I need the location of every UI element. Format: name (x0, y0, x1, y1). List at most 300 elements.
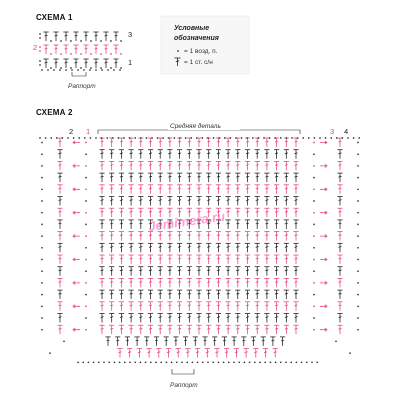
double-crochet-stitch (216, 185, 221, 194)
chain-stitch (124, 361, 126, 363)
double-crochet-stitch (280, 337, 285, 346)
chain-stitch (41, 153, 43, 155)
double-crochet-stitch (284, 314, 289, 323)
double-crochet-stitch (148, 161, 153, 170)
chain-stitch (93, 361, 95, 363)
row-direction-arrow (73, 281, 80, 284)
chain-stitch (275, 361, 277, 363)
chain-stitch (60, 67, 62, 69)
edge-stitch (337, 243, 342, 252)
double-crochet-stitch (148, 325, 153, 334)
double-crochet-stitch (187, 290, 192, 299)
chain-stitch (269, 137, 271, 139)
double-crochet-stitch (129, 255, 134, 264)
chain-stitch (207, 361, 209, 363)
double-crochet-stitch (196, 185, 201, 194)
double-crochet-stitch (99, 173, 104, 182)
chain-stitch (134, 361, 136, 363)
double-crochet-stitch (235, 208, 240, 217)
edge-stitch (337, 208, 342, 217)
double-crochet-stitch (255, 161, 260, 170)
double-crochet-stitch (158, 267, 163, 276)
double-crochet-stitch (284, 208, 289, 217)
chain-stitch (179, 137, 181, 139)
double-crochet-stitch (156, 349, 161, 358)
double-crochet-stitch (255, 243, 260, 252)
chain-stitch (113, 69, 115, 71)
double-crochet-stitch (193, 337, 198, 346)
chain-stitch (212, 361, 214, 363)
row-direction-arrow (320, 258, 327, 261)
double-crochet-stitch (177, 173, 182, 182)
double-crochet-stitch (206, 138, 211, 147)
double-crochet-stitch (235, 150, 240, 159)
double-crochet-stitch (138, 220, 143, 229)
double-crochet-stitch (284, 185, 289, 194)
double-crochet-stitch (264, 325, 269, 334)
double-crochet-stitch (284, 173, 289, 182)
double-crochet-stitch (158, 173, 163, 182)
scheme-2-row-label-3: 3 (330, 127, 335, 136)
double-crochet-stitch (245, 220, 250, 229)
chain-stitch (176, 361, 178, 363)
chain-stitch (85, 235, 87, 237)
double-crochet-stitch (129, 278, 134, 287)
chain-stitch (162, 137, 164, 139)
edge-stitch (337, 150, 342, 159)
double-crochet-stitch (138, 208, 143, 217)
double-crochet-stitch (138, 302, 143, 311)
chain-stitch (357, 153, 359, 155)
chain-stitch (254, 361, 256, 363)
double-crochet-stitch (235, 173, 240, 182)
double-crochet-stitch (187, 173, 192, 182)
double-crochet-stitch (167, 150, 172, 159)
chain-stitch (85, 224, 87, 226)
chain-stitch (313, 177, 315, 179)
double-crochet-stitch (176, 349, 181, 358)
chain-stitch (98, 361, 100, 363)
double-crochet-stitch (167, 232, 172, 241)
double-crochet-stitch (216, 161, 221, 170)
double-crochet-stitch (158, 185, 163, 194)
edge-stitch (57, 267, 62, 276)
double-crochet-stitch (99, 138, 104, 147)
double-crochet-stitch (206, 243, 211, 252)
double-crochet-stitch (135, 337, 140, 346)
chain-stitch (202, 361, 204, 363)
double-crochet-stitch (119, 173, 124, 182)
chain-stitch (50, 67, 52, 69)
chain-stitch (41, 270, 43, 272)
double-crochet-stitch (187, 197, 192, 206)
chain-stitch (301, 361, 303, 363)
double-crochet-stitch (226, 150, 231, 159)
double-crochet-stitch (206, 290, 211, 299)
double-crochet-stitch (274, 314, 279, 323)
double-crochet-stitch (119, 325, 124, 334)
double-crochet-stitch (235, 255, 240, 264)
double-crochet-stitch (177, 185, 182, 194)
double-crochet-stitch (148, 290, 153, 299)
double-crochet-stitch (138, 314, 143, 323)
chain-stitch (41, 317, 43, 319)
double-crochet-stitch (274, 325, 279, 334)
double-crochet-stitch (284, 138, 289, 147)
chain-stitch (357, 270, 359, 272)
double-crochet-stitch (144, 337, 149, 346)
double-crochet-stitch (119, 302, 124, 311)
double-crochet-stitch (109, 255, 114, 264)
double-crochet-stitch (284, 243, 289, 252)
chain-stitch (59, 69, 61, 71)
double-crochet-stitch (255, 302, 260, 311)
double-crochet-stitch (196, 314, 201, 323)
double-crochet-stitch (255, 232, 260, 241)
double-crochet-stitch (148, 150, 153, 159)
double-crochet-stitch (109, 197, 114, 206)
edge-stitch (57, 173, 62, 182)
chain-stitch (296, 361, 298, 363)
chain-stitch (50, 53, 52, 55)
edge-stitch (337, 173, 342, 182)
chain-stitch (90, 40, 92, 42)
chain-stitch (62, 137, 64, 139)
double-crochet-stitch (284, 255, 289, 264)
chain-stitch (263, 137, 265, 139)
chain-stitch (353, 137, 355, 139)
scheme-1-grid (39, 32, 122, 71)
edge-stitch (57, 208, 62, 217)
chain-stitch (39, 137, 41, 139)
chain-stitch (151, 137, 153, 139)
double-crochet-stitch (167, 302, 172, 311)
double-crochet-stitch (137, 349, 142, 358)
chain-stitch (302, 137, 304, 139)
chain-stitch (150, 361, 152, 363)
chain-stitch (308, 137, 310, 139)
double-crochet-stitch (119, 232, 124, 241)
chain-stitch (166, 361, 168, 363)
chain-stitch (313, 188, 315, 190)
double-crochet-stitch (177, 197, 182, 206)
chain-stitch (41, 188, 43, 190)
chain-stitch (192, 361, 194, 363)
double-crochet-stitch (226, 290, 231, 299)
double-crochet-stitch (264, 267, 269, 276)
chain-stitch (84, 137, 86, 139)
double-crochet-stitch (99, 197, 104, 206)
double-crochet-stitch (167, 290, 172, 299)
double-crochet-stitch (63, 32, 68, 41)
double-crochet-stitch (274, 150, 279, 159)
legend-dc-label: = 1 ст. с/н (184, 59, 213, 66)
double-crochet-stitch (109, 173, 114, 182)
chain-stitch (129, 361, 131, 363)
double-crochet-stitch (264, 290, 269, 299)
row-direction-arrow (320, 328, 327, 331)
edge-stitch (337, 232, 342, 241)
double-crochet-stitch (245, 314, 250, 323)
double-crochet-stitch (73, 59, 78, 68)
chain-stitch (101, 69, 103, 71)
chain-stitch (357, 188, 359, 190)
double-crochet-stitch (147, 349, 152, 358)
chain-stitch (241, 137, 243, 139)
double-crochet-stitch (245, 290, 250, 299)
double-crochet-stitch (109, 150, 114, 159)
edge-stitch (57, 220, 62, 229)
double-crochet-stitch (245, 325, 250, 334)
double-crochet-stitch (83, 59, 88, 68)
double-crochet-stitch (214, 349, 219, 358)
edge-stitch (337, 220, 342, 229)
double-crochet-stitch (103, 59, 108, 68)
chain-stitch (90, 67, 92, 69)
double-crochet-stitch (196, 173, 201, 182)
double-crochet-stitch (235, 185, 240, 194)
double-crochet-stitch (183, 337, 188, 346)
double-crochet-stitch (167, 278, 172, 287)
double-crochet-stitch (206, 185, 211, 194)
double-crochet-stitch (83, 45, 88, 54)
double-crochet-stitch (245, 255, 250, 264)
double-crochet-stitch (274, 255, 279, 264)
double-crochet-stitch (158, 138, 163, 147)
double-crochet-stitch (173, 337, 178, 346)
double-crochet-stitch (187, 255, 192, 264)
double-crochet-stitch (119, 278, 124, 287)
double-crochet-stitch (167, 255, 172, 264)
edge-stitch (337, 325, 342, 334)
chain-stitch (120, 53, 122, 55)
double-crochet-stitch (293, 278, 298, 287)
chain-stitch (157, 137, 159, 139)
double-crochet-stitch (138, 197, 143, 206)
scheme-2-row-label-4: 4 (344, 127, 349, 136)
double-crochet-stitch (187, 243, 192, 252)
double-crochet-stitch (274, 290, 279, 299)
chain-stitch (67, 137, 69, 139)
double-crochet-stitch (196, 267, 201, 276)
row-direction-arrow (320, 235, 327, 238)
chain-stitch (100, 53, 102, 55)
chain-stitch (313, 270, 315, 272)
chain-stitch (246, 137, 248, 139)
chain-stitch (118, 137, 120, 139)
double-crochet-stitch (158, 197, 163, 206)
edge-stitch (57, 290, 62, 299)
double-crochet-stitch (113, 32, 118, 41)
chain-stitch (85, 317, 87, 319)
double-crochet-stitch (119, 208, 124, 217)
chain-stitch (207, 137, 209, 139)
chain-stitch (85, 270, 87, 272)
chain-stitch (357, 200, 359, 202)
chain-stitch (238, 361, 240, 363)
double-crochet-stitch (158, 278, 163, 287)
double-crochet-stitch (245, 232, 250, 241)
double-crochet-stitch (196, 302, 201, 311)
chain-stitch (120, 40, 122, 42)
chain-stitch (80, 53, 82, 55)
chain-stitch (39, 37, 41, 39)
chain-stitch (95, 69, 97, 71)
scheme-1 (33, 13, 132, 90)
scheme-2-rapport-label: Раппорт (170, 382, 198, 389)
double-crochet-stitch (284, 220, 289, 229)
chain-stitch (119, 361, 121, 363)
double-crochet-stitch (216, 278, 221, 287)
double-crochet-stitch (216, 150, 221, 159)
chain-stitch (313, 212, 315, 214)
chain-stitch (134, 137, 136, 139)
chain-stitch (249, 361, 251, 363)
double-crochet-stitch (187, 302, 192, 311)
double-crochet-stitch (109, 267, 114, 276)
legend (161, 16, 249, 74)
double-crochet-stitch (284, 232, 289, 241)
double-crochet-stitch (138, 173, 143, 182)
chain-stitch (313, 329, 315, 331)
double-crochet-stitch (226, 267, 231, 276)
double-crochet-stitch (263, 349, 268, 358)
double-crochet-stitch (255, 278, 260, 287)
double-crochet-stitch (216, 197, 221, 206)
double-crochet-stitch (206, 232, 211, 241)
double-crochet-stitch (284, 267, 289, 276)
chain-stitch (218, 361, 220, 363)
double-crochet-stitch (148, 278, 153, 287)
chain-stitch (270, 361, 272, 363)
chain-stitch (119, 69, 121, 71)
double-crochet-stitch (274, 173, 279, 182)
chain-stitch (235, 137, 237, 139)
chain-stitch (41, 247, 43, 249)
chain-stitch (85, 153, 87, 155)
double-crochet-stitch (226, 314, 231, 323)
double-crochet-stitch (93, 32, 98, 41)
double-crochet-stitch (264, 185, 269, 194)
edge-stitch (337, 314, 342, 323)
double-crochet-stitch (43, 45, 48, 54)
scheme-2-grid (39, 137, 360, 363)
double-crochet-stitch (235, 232, 240, 241)
double-crochet-stitch (53, 59, 58, 68)
chain-stitch (311, 361, 313, 363)
chain-stitch (202, 137, 204, 139)
double-crochet-stitch (148, 267, 153, 276)
double-crochet-stitch (206, 161, 211, 170)
chain-stitch (285, 361, 287, 363)
double-crochet-stitch (196, 255, 201, 264)
double-crochet-stitch (177, 243, 182, 252)
row-direction-arrow (73, 235, 80, 238)
double-crochet-stitch (113, 59, 118, 68)
chain-stitch (39, 50, 41, 52)
double-crochet-stitch (119, 255, 124, 264)
double-crochet-stitch (99, 185, 104, 194)
double-crochet-stitch (167, 267, 172, 276)
double-crochet-stitch (241, 337, 246, 346)
chain-stitch (155, 361, 157, 363)
chain-stitch (223, 361, 225, 363)
double-crochet-stitch (226, 208, 231, 217)
double-crochet-stitch (284, 290, 289, 299)
double-crochet-stitch (109, 220, 114, 229)
double-crochet-stitch (216, 314, 221, 323)
chain-stitch (140, 361, 142, 363)
double-crochet-stitch (99, 314, 104, 323)
double-crochet-stitch (129, 185, 134, 194)
chain-stitch (39, 46, 41, 48)
double-crochet-stitch (196, 161, 201, 170)
double-crochet-stitch (274, 267, 279, 276)
double-crochet-stitch (129, 173, 134, 182)
chain-stitch (181, 361, 183, 363)
double-crochet-stitch (293, 243, 298, 252)
double-crochet-stitch (167, 173, 172, 182)
chain-stitch (100, 67, 102, 69)
double-crochet-stitch (109, 185, 114, 194)
double-crochet-stitch (129, 302, 134, 311)
double-crochet-stitch (138, 278, 143, 287)
double-crochet-stitch (167, 185, 172, 194)
edge-stitch (337, 302, 342, 311)
double-crochet-stitch (245, 161, 250, 170)
double-crochet-stitch (293, 208, 298, 217)
chain-stitch (280, 361, 282, 363)
chain-stitch (85, 305, 87, 307)
chain-stitch (213, 137, 215, 139)
chain-stitch (85, 282, 87, 284)
double-crochet-stitch (245, 173, 250, 182)
chain-stitch (286, 137, 288, 139)
double-crochet-stitch (264, 314, 269, 323)
double-crochet-stitch (270, 337, 275, 346)
chain-stitch (41, 69, 43, 71)
middle-detail-bracket (98, 130, 300, 134)
double-crochet-stitch (158, 314, 163, 323)
double-crochet-stitch (63, 45, 68, 54)
double-crochet-stitch (293, 161, 298, 170)
chain-stitch (78, 137, 80, 139)
double-crochet-stitch (293, 267, 298, 276)
chain-stitch (357, 177, 359, 179)
row-direction-arrow (73, 211, 80, 214)
double-crochet-stitch (226, 197, 231, 206)
double-crochet-stitch (293, 197, 298, 206)
edge-stitch (57, 161, 62, 170)
double-crochet-stitch (234, 349, 239, 358)
double-crochet-stitch (284, 161, 289, 170)
chain-stitch (41, 224, 43, 226)
chain-stitch (228, 361, 230, 363)
double-crochet-stitch (129, 243, 134, 252)
double-crochet-stitch (148, 173, 153, 182)
double-crochet-stitch (187, 161, 192, 170)
double-crochet-stitch (187, 232, 192, 241)
double-crochet-stitch (293, 185, 298, 194)
double-crochet-stitch (105, 337, 110, 346)
double-crochet-stitch (255, 314, 260, 323)
watermark: Jemimera.ru (147, 208, 226, 235)
chain-stitch (60, 53, 62, 55)
double-crochet-stitch (167, 197, 172, 206)
double-crochet-stitch (99, 255, 104, 264)
double-crochet-stitch (129, 138, 134, 147)
chain-stitch (108, 361, 110, 363)
